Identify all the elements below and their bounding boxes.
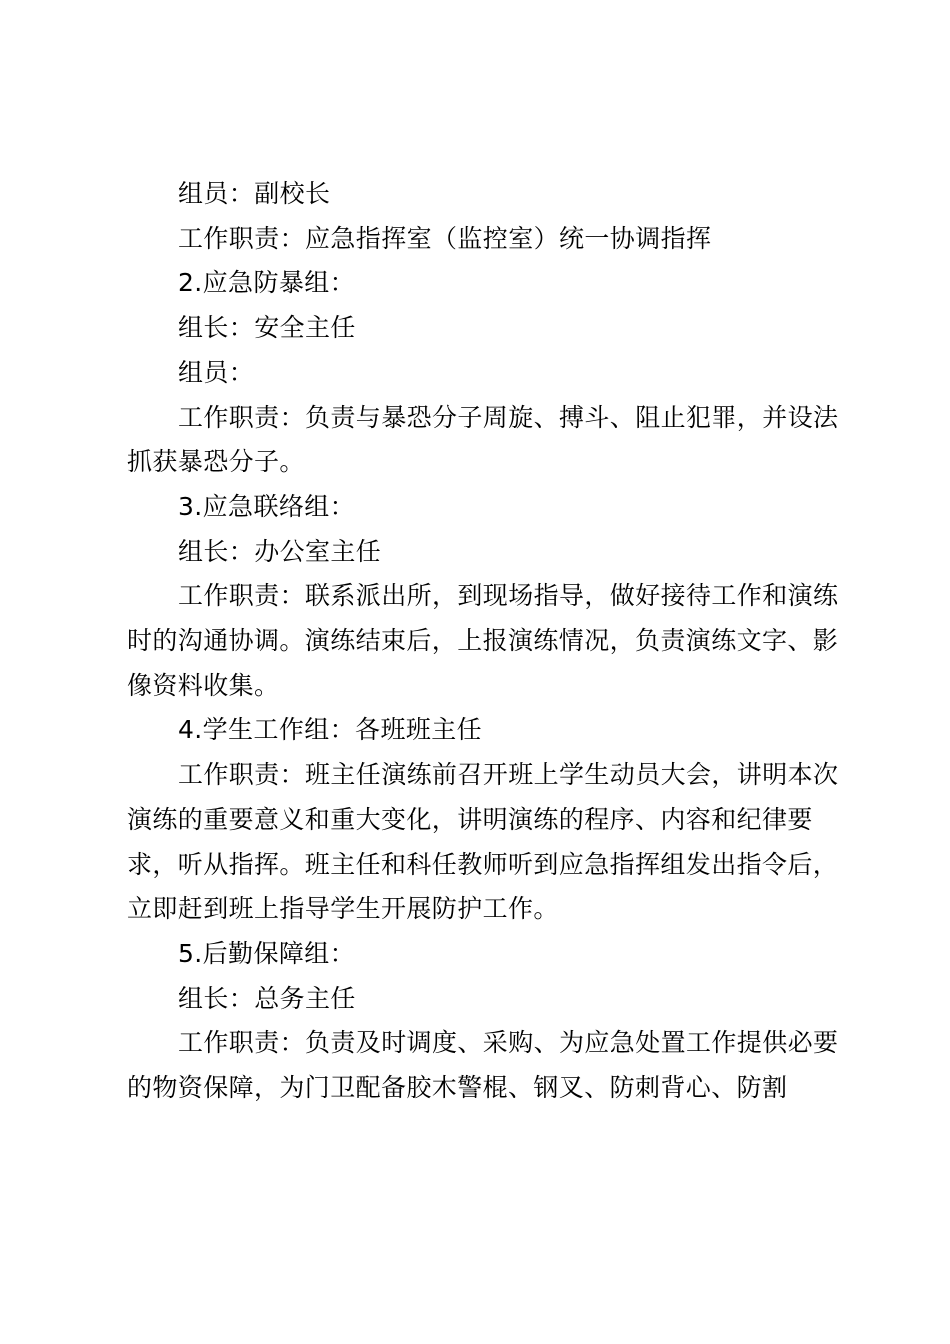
heading-logistics-group: 5.后勤保障组：: [178, 938, 356, 968]
document-body: [127, 172, 847, 1111]
paragraph-member-vice-principal: 组员：副校长: [178, 179, 331, 208]
heading-student-group: 4.学生工作组：各班班主任: [178, 715, 483, 745]
heading-riot-group: 2.应急防暴组：: [178, 268, 356, 298]
paragraph-members-empty: 组员：: [178, 357, 255, 387]
paragraph-duty-student: 工作职责：班主任演练前召开班上学生动员大会，讲明本次演练的重要意义和重大变化，讲明演练的程序、内容和纪律要求，听从指挥。班主任和科任教师听到应急指挥组发出指令后，立即赶到班上指导学生开展防护工作。: [127, 760, 839, 924]
paragraph-leader-safety: 组长：安全主任: [178, 313, 356, 343]
paragraph-duty-riot: 工作职责：负责与暴恐分子周旋、搏斗、阻止犯罪，并设法抓获暴恐分子。: [127, 402, 839, 477]
heading-liaison-group: 3.应急联络组：: [178, 491, 356, 521]
paragraph-leader-office: 组长：办公室主任: [178, 536, 382, 566]
paragraph-duty-liaison: 工作职责：联系派出所，到现场指导，做好接待工作和演练时的沟通协调。演练结束后，上报演练情况，负责演练文字、影像资料收集。: [127, 581, 839, 700]
paragraph-leader-general-affairs: 组长：总务主任: [178, 983, 356, 1013]
paragraph-duty-command: 工作职责：应急指挥室（监控室）统一协调指挥: [178, 223, 712, 253]
paragraph-duty-logistics: 工作职责：负责及时调度、采购、为应急处置工作提供必要的物资保障，为门卫配备胶木警棍、钢叉、防刺背心、防割: [127, 1028, 839, 1103]
